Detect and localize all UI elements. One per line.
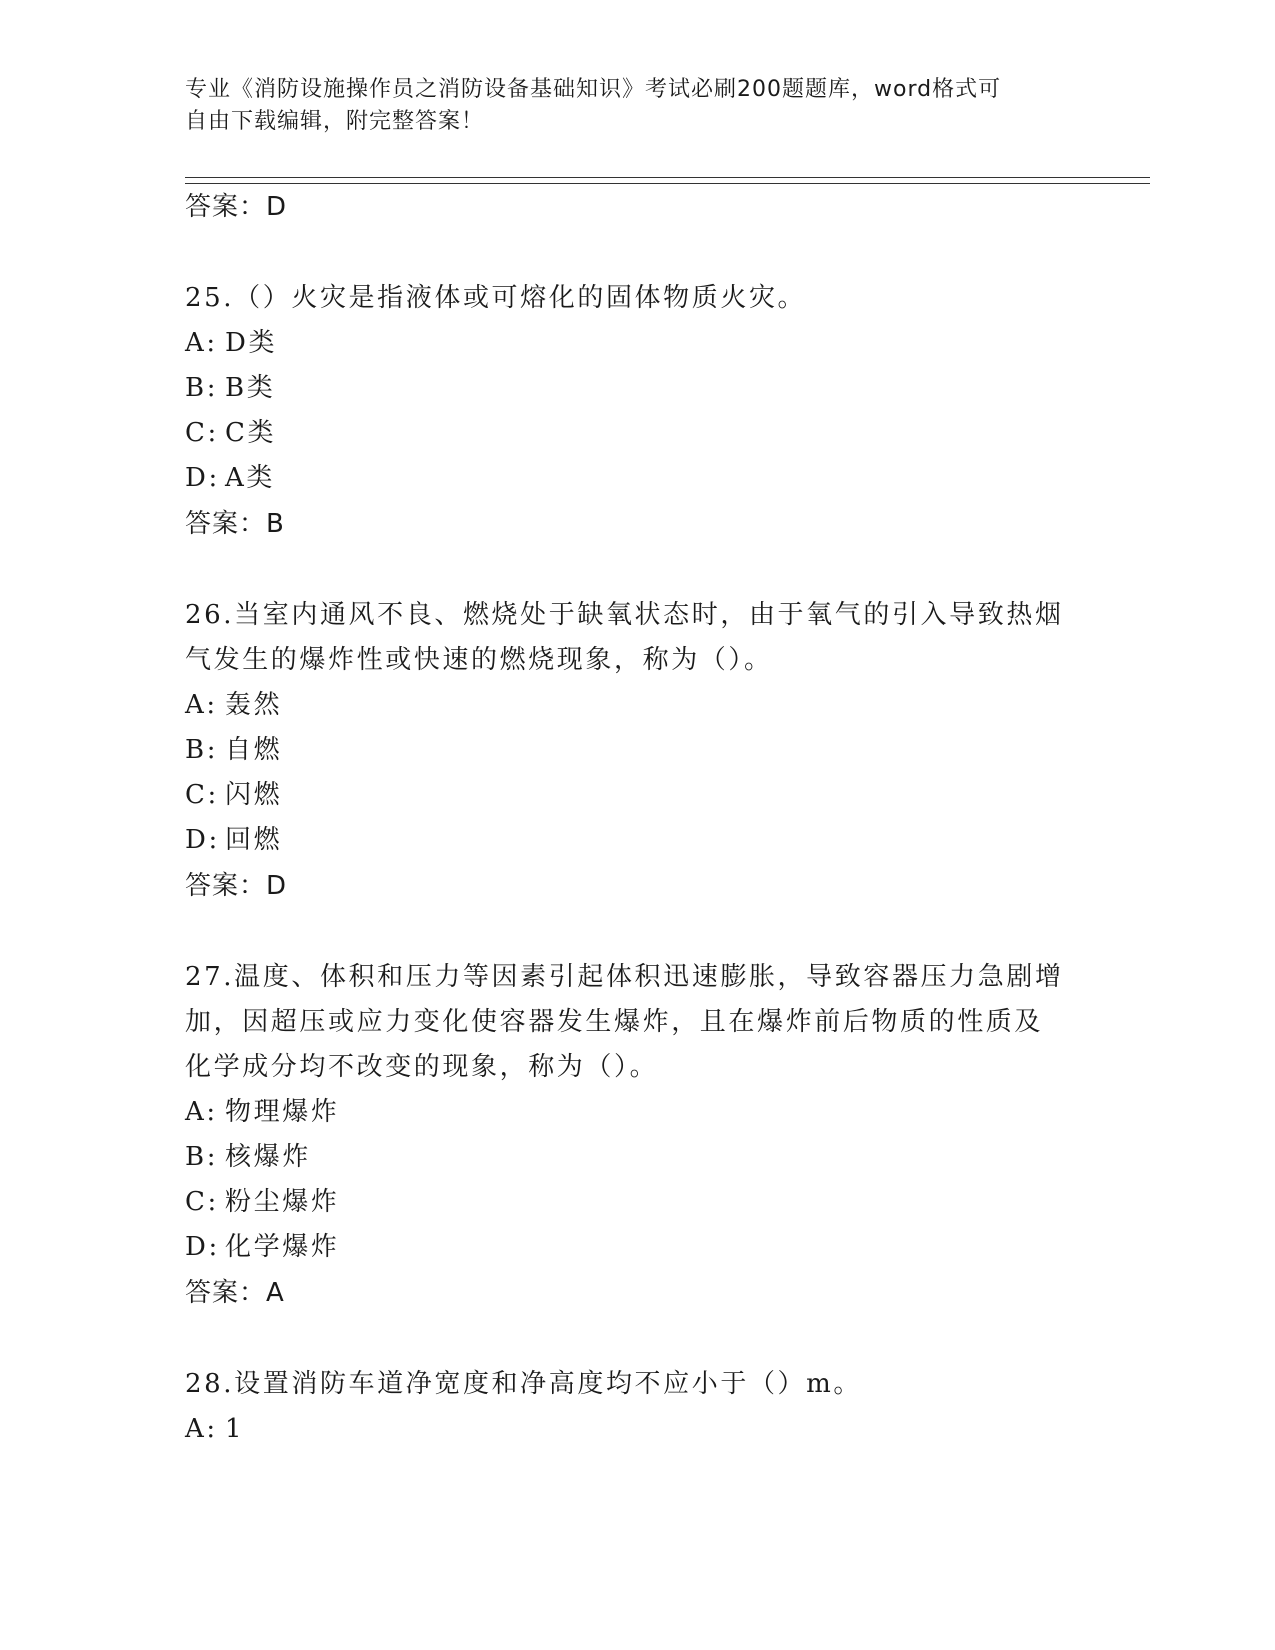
option-c [185, 773, 1085, 818]
option-letter: A: [185, 1097, 218, 1127]
option-text: 化学爆炸 [225, 1232, 340, 1262]
option-text: 粉尘爆炸 [225, 1187, 340, 1217]
question-28 [185, 1362, 1085, 1452]
option-letter: C: [185, 780, 219, 810]
option-text: A类 [225, 463, 275, 493]
option-letter: A: [185, 1414, 218, 1444]
option-b [185, 1135, 1085, 1180]
previous-answer: 答案：D [185, 192, 288, 222]
option-text: 1 [225, 1414, 245, 1444]
option-a [185, 683, 1085, 728]
option-d [185, 818, 1085, 863]
option-letter: A: [185, 690, 218, 720]
answer-line: 答案：B [185, 509, 285, 539]
option-text: 核爆炸 [225, 1142, 311, 1172]
option-text: C类 [225, 418, 277, 448]
option-letter: C: [185, 1187, 219, 1217]
header-line-1: 专业《消防设施操作员之消防设备基础知识》考试必刷200题题库，word格式可 [185, 77, 1002, 102]
question-26 [185, 593, 1085, 903]
question-25 [185, 276, 1085, 541]
option-a [185, 1407, 1085, 1452]
option-letter: B: [185, 1142, 219, 1172]
option-letter: B: [185, 373, 219, 403]
option-letter: C: [185, 418, 219, 448]
option-text: 轰然 [225, 690, 283, 720]
question-list [185, 190, 1085, 1452]
option-letter: D: [185, 463, 220, 493]
option-c [185, 1180, 1085, 1225]
option-b [185, 366, 1085, 411]
question-27 [185, 955, 1085, 1310]
question-text: 26.当室内通风不良、燃烧处于缺氧状态时，由于氧气的引入导致热烟气发生的爆炸性或快速的燃烧现象，称为（）。 [185, 600, 1064, 675]
question-text: 25.（）火灾是指液体或可熔化的固体物质火灾。 [185, 283, 807, 313]
answer-line: 答案：D [185, 871, 288, 901]
header-divider-top [185, 177, 1150, 178]
option-text: D类 [225, 328, 278, 358]
option-letter: A: [185, 328, 218, 358]
question-text: 27.温度、体积和压力等因素引起体积迅速膨胀，导致容器压力急剧增加，因超压或应力变化使容器发生爆炸，且在爆炸前后物质的性质及化学成分均不改变的现象，称为（）。 [185, 962, 1064, 1082]
question-text: 28.设置消防车道净宽度和净高度均不应小于（）m。 [185, 1369, 863, 1399]
option-b [185, 728, 1085, 773]
option-text: B类 [225, 373, 276, 403]
option-letter: D: [185, 825, 220, 855]
option-c [185, 411, 1085, 456]
header-line-2: 自由下载编辑，附完整答案！ [185, 109, 485, 134]
option-a [185, 321, 1085, 366]
option-text: 物理爆炸 [225, 1097, 340, 1127]
option-d [185, 1225, 1085, 1270]
answer-line: 答案：A [185, 1278, 285, 1308]
option-text: 回燃 [225, 825, 283, 855]
option-letter: B: [185, 735, 219, 765]
option-a [185, 1090, 1085, 1135]
option-d [185, 456, 1085, 501]
header-divider-bottom [185, 183, 1150, 184]
option-text: 自燃 [225, 735, 283, 765]
option-text: 闪燃 [225, 780, 283, 810]
option-letter: D: [185, 1232, 220, 1262]
document-header [185, 74, 1065, 138]
